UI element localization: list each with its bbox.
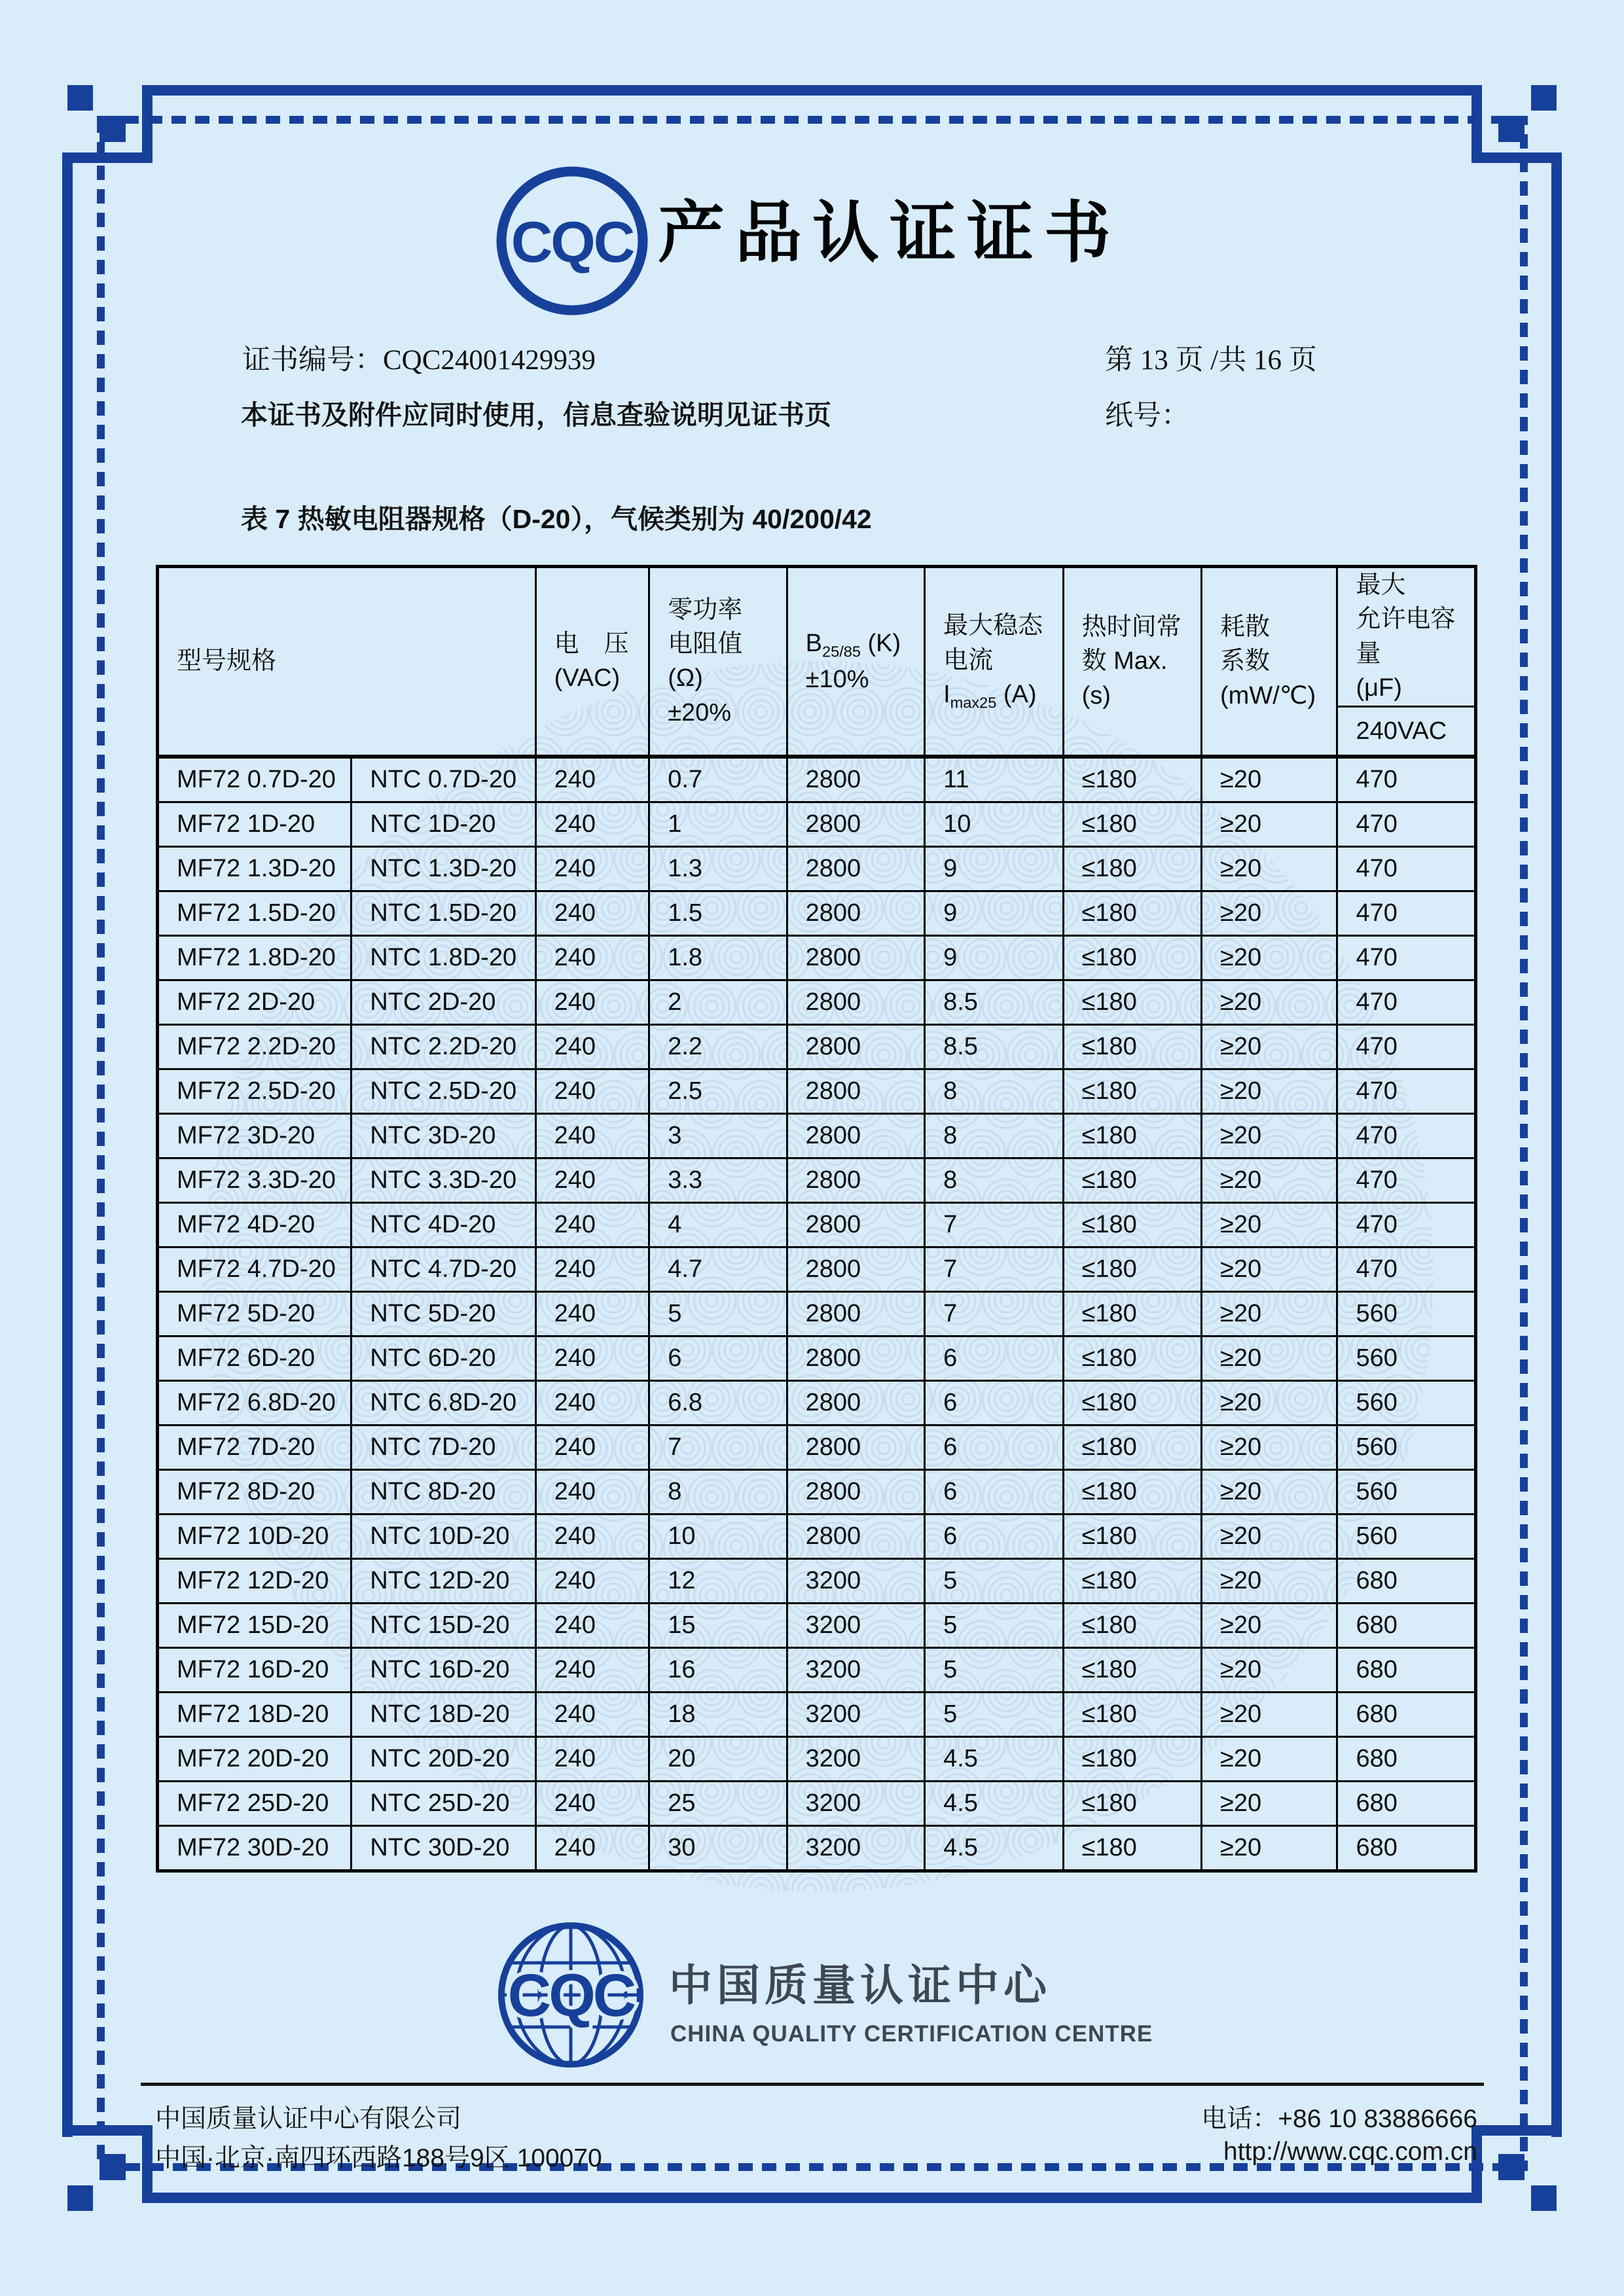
col-header-voltage: 电 压 (VAC) [535,567,649,757]
table-cell: 12 [649,1558,787,1603]
table-cell: 8 [925,1069,1063,1113]
table-cell: MF72 6.8D-20 [158,1380,352,1425]
table-cell: 3.3 [649,1158,787,1202]
table-cell: NTC 4.7D-20 [352,1247,535,1291]
table-caption: 表 7 热敏电阻器规格（D-20），气候类别为 40/200/42 [241,504,872,534]
table-cell: ≥20 [1202,980,1337,1024]
table-cell: ≥20 [1202,1158,1337,1202]
table-cell: ≥20 [1202,1647,1337,1692]
table-cell: 6 [925,1336,1063,1380]
table-cell: 240 [535,1202,649,1247]
table-cell: ≤180 [1063,1736,1201,1781]
table-cell: MF72 5D-20 [158,1291,352,1336]
table-cell: 2800 [787,1202,924,1247]
table-cell: 7 [925,1291,1063,1336]
table-cell: 6.8 [649,1380,787,1425]
table-cell: ≥20 [1202,1336,1337,1380]
table-cell: 240 [535,935,649,980]
table-cell: 8 [925,1158,1063,1202]
table-cell: 10 [649,1514,787,1558]
table-cell: ≤180 [1063,1603,1201,1647]
table-row [158,1380,1476,1425]
table-cell: NTC 18D-20 [352,1692,535,1736]
table-cell: 2800 [787,1024,924,1069]
footer-company: 中国质量认证中心有限公司 [155,2105,462,2133]
cert-number-value: CQC24001429939 [383,345,596,376]
table-cell: ≤180 [1063,1202,1201,1247]
table-cell: NTC 7D-20 [352,1425,535,1469]
col-header-thermal-time-constant: 热时间常 数 Max. (s) [1063,567,1201,757]
table-cell: MF72 3D-20 [158,1113,352,1158]
table-cell: ≤180 [1063,935,1201,980]
table-cell: 560 [1337,1380,1476,1425]
table-cell: 240 [535,1113,649,1158]
col-header-model: 型号规格 [158,567,536,757]
table-cell: NTC 25D-20 [352,1781,535,1825]
table-cell: MF72 2.5D-20 [158,1069,352,1113]
table-cell: 470 [1337,935,1476,980]
table-cell: 2800 [787,1380,924,1425]
table-cell: NTC 6.8D-20 [352,1380,535,1425]
table-cell: MF72 10D-20 [158,1514,352,1558]
org-name-cn: 中国质量认证中心 [669,1961,1051,2009]
table-cell: ≤180 [1063,1024,1201,1069]
table-cell: 680 [1337,1647,1476,1692]
table-cell: NTC 5D-20 [352,1291,535,1336]
table-cell: NTC 1.8D-20 [352,935,535,980]
spec-table-body [158,757,1476,1871]
table-cell: 240 [535,1469,649,1514]
table-cell: 5 [925,1692,1063,1736]
table-cell: 240 [535,1336,649,1380]
page-number-info: 第 13 页 /共 16 页 [1105,345,1317,376]
table-cell: 680 [1337,1781,1476,1825]
table-cell: 2800 [787,1514,924,1558]
paper-number-label: 纸号： [1105,401,1189,431]
footer-website[interactable]: http://www.cqc.com.cn [1223,2138,1477,2166]
table-cell: NTC 12D-20 [352,1558,535,1603]
org-name-en: CHINA QUALITY CERTIFICATION CENTRE [670,2021,1153,2047]
table-cell: 3200 [787,1825,924,1871]
table-row [158,1158,1476,1202]
table-cell: ≤180 [1063,1336,1201,1380]
table-cell: NTC 30D-20 [352,1825,535,1871]
table-cell: 4.7 [649,1247,787,1291]
cert-number-line [242,338,596,378]
table-cell: 240 [535,980,649,1024]
table-cell: 240 [535,1736,649,1781]
table-cell: 2 [649,980,787,1024]
table-cell: 240 [535,802,649,846]
table-cell: 240 [535,1781,649,1825]
table-cell: MF72 1.8D-20 [158,935,352,980]
table-cell: 6 [925,1425,1063,1469]
table-cell: 240 [535,1380,649,1425]
table-cell: ≤180 [1063,1113,1201,1158]
page-title: 产品认证证书 [658,196,1121,270]
table-cell: ≤180 [1063,1247,1201,1291]
table-cell: 680 [1337,1692,1476,1736]
table-cell: ≤180 [1063,1158,1201,1202]
table-cell: 240 [535,1514,649,1558]
table-cell: ≤180 [1063,1469,1201,1514]
table-cell: 3200 [787,1736,924,1781]
table-row [158,1558,1476,1603]
table-cell: 8 [925,1113,1063,1158]
table-cell: ≥20 [1202,891,1337,935]
table-cell: ≥20 [1202,1425,1337,1469]
table-cell: 30 [649,1825,787,1871]
table-cell: 2800 [787,846,924,891]
table-cell: 4 [649,1202,787,1247]
table-cell: 1 [649,802,787,846]
table-cell: ≥20 [1202,1202,1337,1247]
table-cell: ≥20 [1202,1603,1337,1647]
table-cell: 2800 [787,980,924,1024]
table-row [158,846,1476,891]
table-cell: 3200 [787,1603,924,1647]
table-cell: 2.5 [649,1069,787,1113]
table-cell: ≤180 [1063,1069,1201,1113]
col-header-b-constant: $B_{25/85}$ (K) ±10% [787,567,924,757]
table-cell: 8.5 [925,980,1063,1024]
table-cell: NTC 3.3D-20 [352,1158,535,1202]
table-cell: 6 [649,1336,787,1380]
table-cell: 240 [535,1692,649,1736]
table-cell: 16 [649,1647,787,1692]
table-cell: ≥20 [1202,1558,1337,1603]
table-cell: MF72 7D-20 [158,1425,352,1469]
table-cell: ≤180 [1063,1558,1201,1603]
table-cell: 560 [1337,1425,1476,1469]
table-cell: 2800 [787,1069,924,1113]
table-row [158,980,1476,1024]
table-cell: MF72 6D-20 [158,1336,352,1380]
table-cell: ≥20 [1202,1113,1337,1158]
table-cell: ≥20 [1202,1291,1337,1336]
table-cell: 470 [1337,1113,1476,1158]
table-row [158,1514,1476,1558]
table-cell: 7 [925,1247,1063,1291]
table-cell: MF72 18D-20 [158,1692,352,1736]
table-cell: NTC 2.2D-20 [352,1024,535,1069]
table-cell: ≥20 [1202,1692,1337,1736]
table-cell: 1.8 [649,935,787,980]
table-cell: MF72 3.3D-20 [158,1158,352,1202]
table-cell: 560 [1337,1336,1476,1380]
table-cell: MF72 2.2D-20 [158,1024,352,1069]
footer-divider [141,2083,1484,2086]
table-cell: 470 [1337,1069,1476,1113]
table-cell: 470 [1337,1158,1476,1202]
thermistor-spec-table [156,565,1477,1873]
col-subheader-240vac: 240VAC [1337,706,1476,757]
table-cell: 240 [535,891,649,935]
table-cell: 3200 [787,1692,924,1736]
table-row [158,1247,1476,1291]
table-cell: 7 [925,1202,1063,1247]
table-cell: ≥20 [1202,1736,1337,1781]
table-cell: ≤180 [1063,846,1201,891]
table-cell: 470 [1337,891,1476,935]
table-cell: 560 [1337,1514,1476,1558]
table-cell: 4.5 [925,1736,1063,1781]
table-row [158,1603,1476,1647]
table-cell: ≤180 [1063,757,1201,802]
table-cell: ≤180 [1063,1647,1201,1692]
table-row [158,1069,1476,1113]
cqc-oval-logo [492,162,652,319]
table-cell: ≤180 [1063,980,1201,1024]
table-cell: MF72 1.3D-20 [158,846,352,891]
table-row [158,802,1476,846]
table-cell: MF72 15D-20 [158,1603,352,1647]
table-cell: 240 [535,846,649,891]
table-cell: 6 [925,1469,1063,1514]
table-row [158,1336,1476,1380]
table-cell: NTC 3D-20 [352,1113,535,1158]
col-header-zero-power-resistance: 零功率 电阻值 (Ω) ±20% [649,567,787,757]
table-cell: ≤180 [1063,1425,1201,1469]
table-cell: 8 [649,1469,787,1514]
table-cell: 5 [649,1291,787,1336]
table-row [158,1692,1476,1736]
table-row [158,1825,1476,1871]
usage-note: 本证书及附件应同时使用，信息查验说明见证书页 [241,400,831,430]
table-cell: 680 [1337,1603,1476,1647]
table-cell: ≥20 [1202,1069,1337,1113]
table-cell: MF72 0.7D-20 [158,757,352,802]
table-cell: 3 [649,1113,787,1158]
footer-phone: 电话：+86 10 83886666 [1201,2105,1477,2133]
table-cell: NTC 4D-20 [352,1202,535,1247]
table-row [158,1425,1476,1469]
table-cell: 5 [925,1558,1063,1603]
table-cell: 9 [925,891,1063,935]
table-cell: 4.5 [925,1825,1063,1871]
table-cell: 2.2 [649,1024,787,1069]
table-cell: ≤180 [1063,1825,1201,1871]
table-cell: MF72 8D-20 [158,1469,352,1514]
table-cell: ≥20 [1202,1825,1337,1871]
table-cell: 6 [925,1514,1063,1558]
table-cell: 15 [649,1603,787,1647]
table-cell: 6 [925,1380,1063,1425]
table-cell: 2800 [787,1336,924,1380]
table-cell: ≤180 [1063,1692,1201,1736]
table-cell: NTC 20D-20 [352,1736,535,1781]
table-cell: 240 [535,1024,649,1069]
table-row [158,1469,1476,1514]
table-cell: 470 [1337,1024,1476,1069]
table-cell: 470 [1337,802,1476,846]
table-cell: ≤180 [1063,891,1201,935]
table-cell: MF72 4.7D-20 [158,1247,352,1291]
table-cell: 7 [649,1425,787,1469]
table-cell: 2800 [787,1425,924,1469]
table-cell: 11 [925,757,1063,802]
table-cell: 5 [925,1647,1063,1692]
table-cell: MF72 20D-20 [158,1736,352,1781]
footer-address: 中国·北京·南四环西路188号9区 100070 [155,2144,602,2172]
table-cell: NTC 2.5D-20 [352,1069,535,1113]
col-header-max-capacitance: 最大 允许电容 量 (μF) [1337,567,1476,707]
table-cell: 25 [649,1781,787,1825]
table-cell: 2800 [787,1469,924,1514]
table-cell: ≥20 [1202,1247,1337,1291]
table-cell: 680 [1337,1825,1476,1871]
table-row [158,1781,1476,1825]
table-cell: NTC 0.7D-20 [352,757,535,802]
table-cell: 240 [535,1825,649,1871]
table-cell: 4.5 [925,1781,1063,1825]
table-cell: 10 [925,802,1063,846]
table-cell: 240 [535,1291,649,1336]
cert-number-label: 证书编号： [242,345,383,376]
table-cell: ≥20 [1202,1781,1337,1825]
table-cell: 1.3 [649,846,787,891]
table-cell: MF72 12D-20 [158,1558,352,1603]
table-cell: ≤180 [1063,1291,1201,1336]
table-cell: ≥20 [1202,1514,1337,1558]
table-cell: 2800 [787,1158,924,1202]
table-row [158,1113,1476,1158]
table-cell: MF72 16D-20 [158,1647,352,1692]
cqc-globe-logo [495,1919,647,2071]
table-cell: NTC 10D-20 [352,1514,535,1558]
table-row [158,1647,1476,1692]
table-cell: ≥20 [1202,935,1337,980]
table-cell: 240 [535,1647,649,1692]
table-cell: 8.5 [925,1024,1063,1069]
table-cell: ≥20 [1202,1024,1337,1069]
table-cell: 470 [1337,757,1476,802]
table-cell: 240 [535,1158,649,1202]
table-cell: 2800 [787,1291,924,1336]
cqc-logo-text: CQC [511,209,634,274]
table-cell: 240 [535,1069,649,1113]
table-cell: 3200 [787,1647,924,1692]
table-row [158,1291,1476,1336]
table-row [158,1736,1476,1781]
table-cell: 560 [1337,1469,1476,1514]
table-cell: 470 [1337,846,1476,891]
table-cell: ≤180 [1063,802,1201,846]
table-cell: 9 [925,935,1063,980]
table-cell: 2800 [787,802,924,846]
table-cell: 5 [925,1603,1063,1647]
table-cell: 0.7 [649,757,787,802]
table-cell: NTC 8D-20 [352,1469,535,1514]
table-cell: ≤180 [1063,1514,1201,1558]
table-cell: 240 [535,1558,649,1603]
table-cell: NTC 1.5D-20 [352,891,535,935]
table-cell: ≤180 [1063,1781,1201,1825]
table-cell: NTC 1D-20 [352,802,535,846]
table-cell: 470 [1337,1202,1476,1247]
table-cell: ≥20 [1202,1469,1337,1514]
cqc-globe-logo-text: CQC [507,1962,634,2029]
table-cell: 680 [1337,1736,1476,1781]
table-cell: 240 [535,1603,649,1647]
table-cell: NTC 6D-20 [352,1336,535,1380]
table-cell: NTC 15D-20 [352,1603,535,1647]
table-cell: 3200 [787,1558,924,1603]
table-cell: 680 [1337,1558,1476,1603]
table-cell: 2800 [787,1113,924,1158]
table-cell: ≥20 [1202,846,1337,891]
table-row [158,757,1476,802]
table-cell: 20 [649,1736,787,1781]
col-header-dissipation: 耗散 系数 (mW/℃) [1202,567,1337,757]
table-cell: MF72 2D-20 [158,980,352,1024]
table-cell: 470 [1337,980,1476,1024]
table-cell: 9 [925,846,1063,891]
table-cell: NTC 2D-20 [352,980,535,1024]
table-cell: 3200 [787,1781,924,1825]
table-cell: 2800 [787,935,924,980]
table-row [158,1202,1476,1247]
table-cell: 240 [535,1425,649,1469]
table-cell: ≥20 [1202,1380,1337,1425]
table-cell: 1.5 [649,891,787,935]
table-cell: 240 [535,757,649,802]
table-cell: 2800 [787,891,924,935]
table-cell: NTC 16D-20 [352,1647,535,1692]
table-cell: NTC 1.3D-20 [352,846,535,891]
table-cell: 470 [1337,1247,1476,1291]
table-row [158,935,1476,980]
table-cell: MF72 1.5D-20 [158,891,352,935]
col-header-max-current: 最大稳态 电流 $I_{max25}$ (A) [925,567,1063,757]
table-row [158,1024,1476,1069]
table-cell: 2800 [787,757,924,802]
table-cell: MF72 25D-20 [158,1781,352,1825]
table-cell: ≥20 [1202,757,1337,802]
table-cell: 2800 [787,1247,924,1291]
table-cell: 560 [1337,1291,1476,1336]
table-cell: MF72 1D-20 [158,802,352,846]
table-cell: ≥20 [1202,802,1337,846]
table-cell: 240 [535,1247,649,1291]
table-row [158,891,1476,935]
table-cell: 18 [649,1692,787,1736]
table-cell: ≤180 [1063,1380,1201,1425]
table-cell: MF72 30D-20 [158,1825,352,1871]
table-cell: MF72 4D-20 [158,1202,352,1247]
